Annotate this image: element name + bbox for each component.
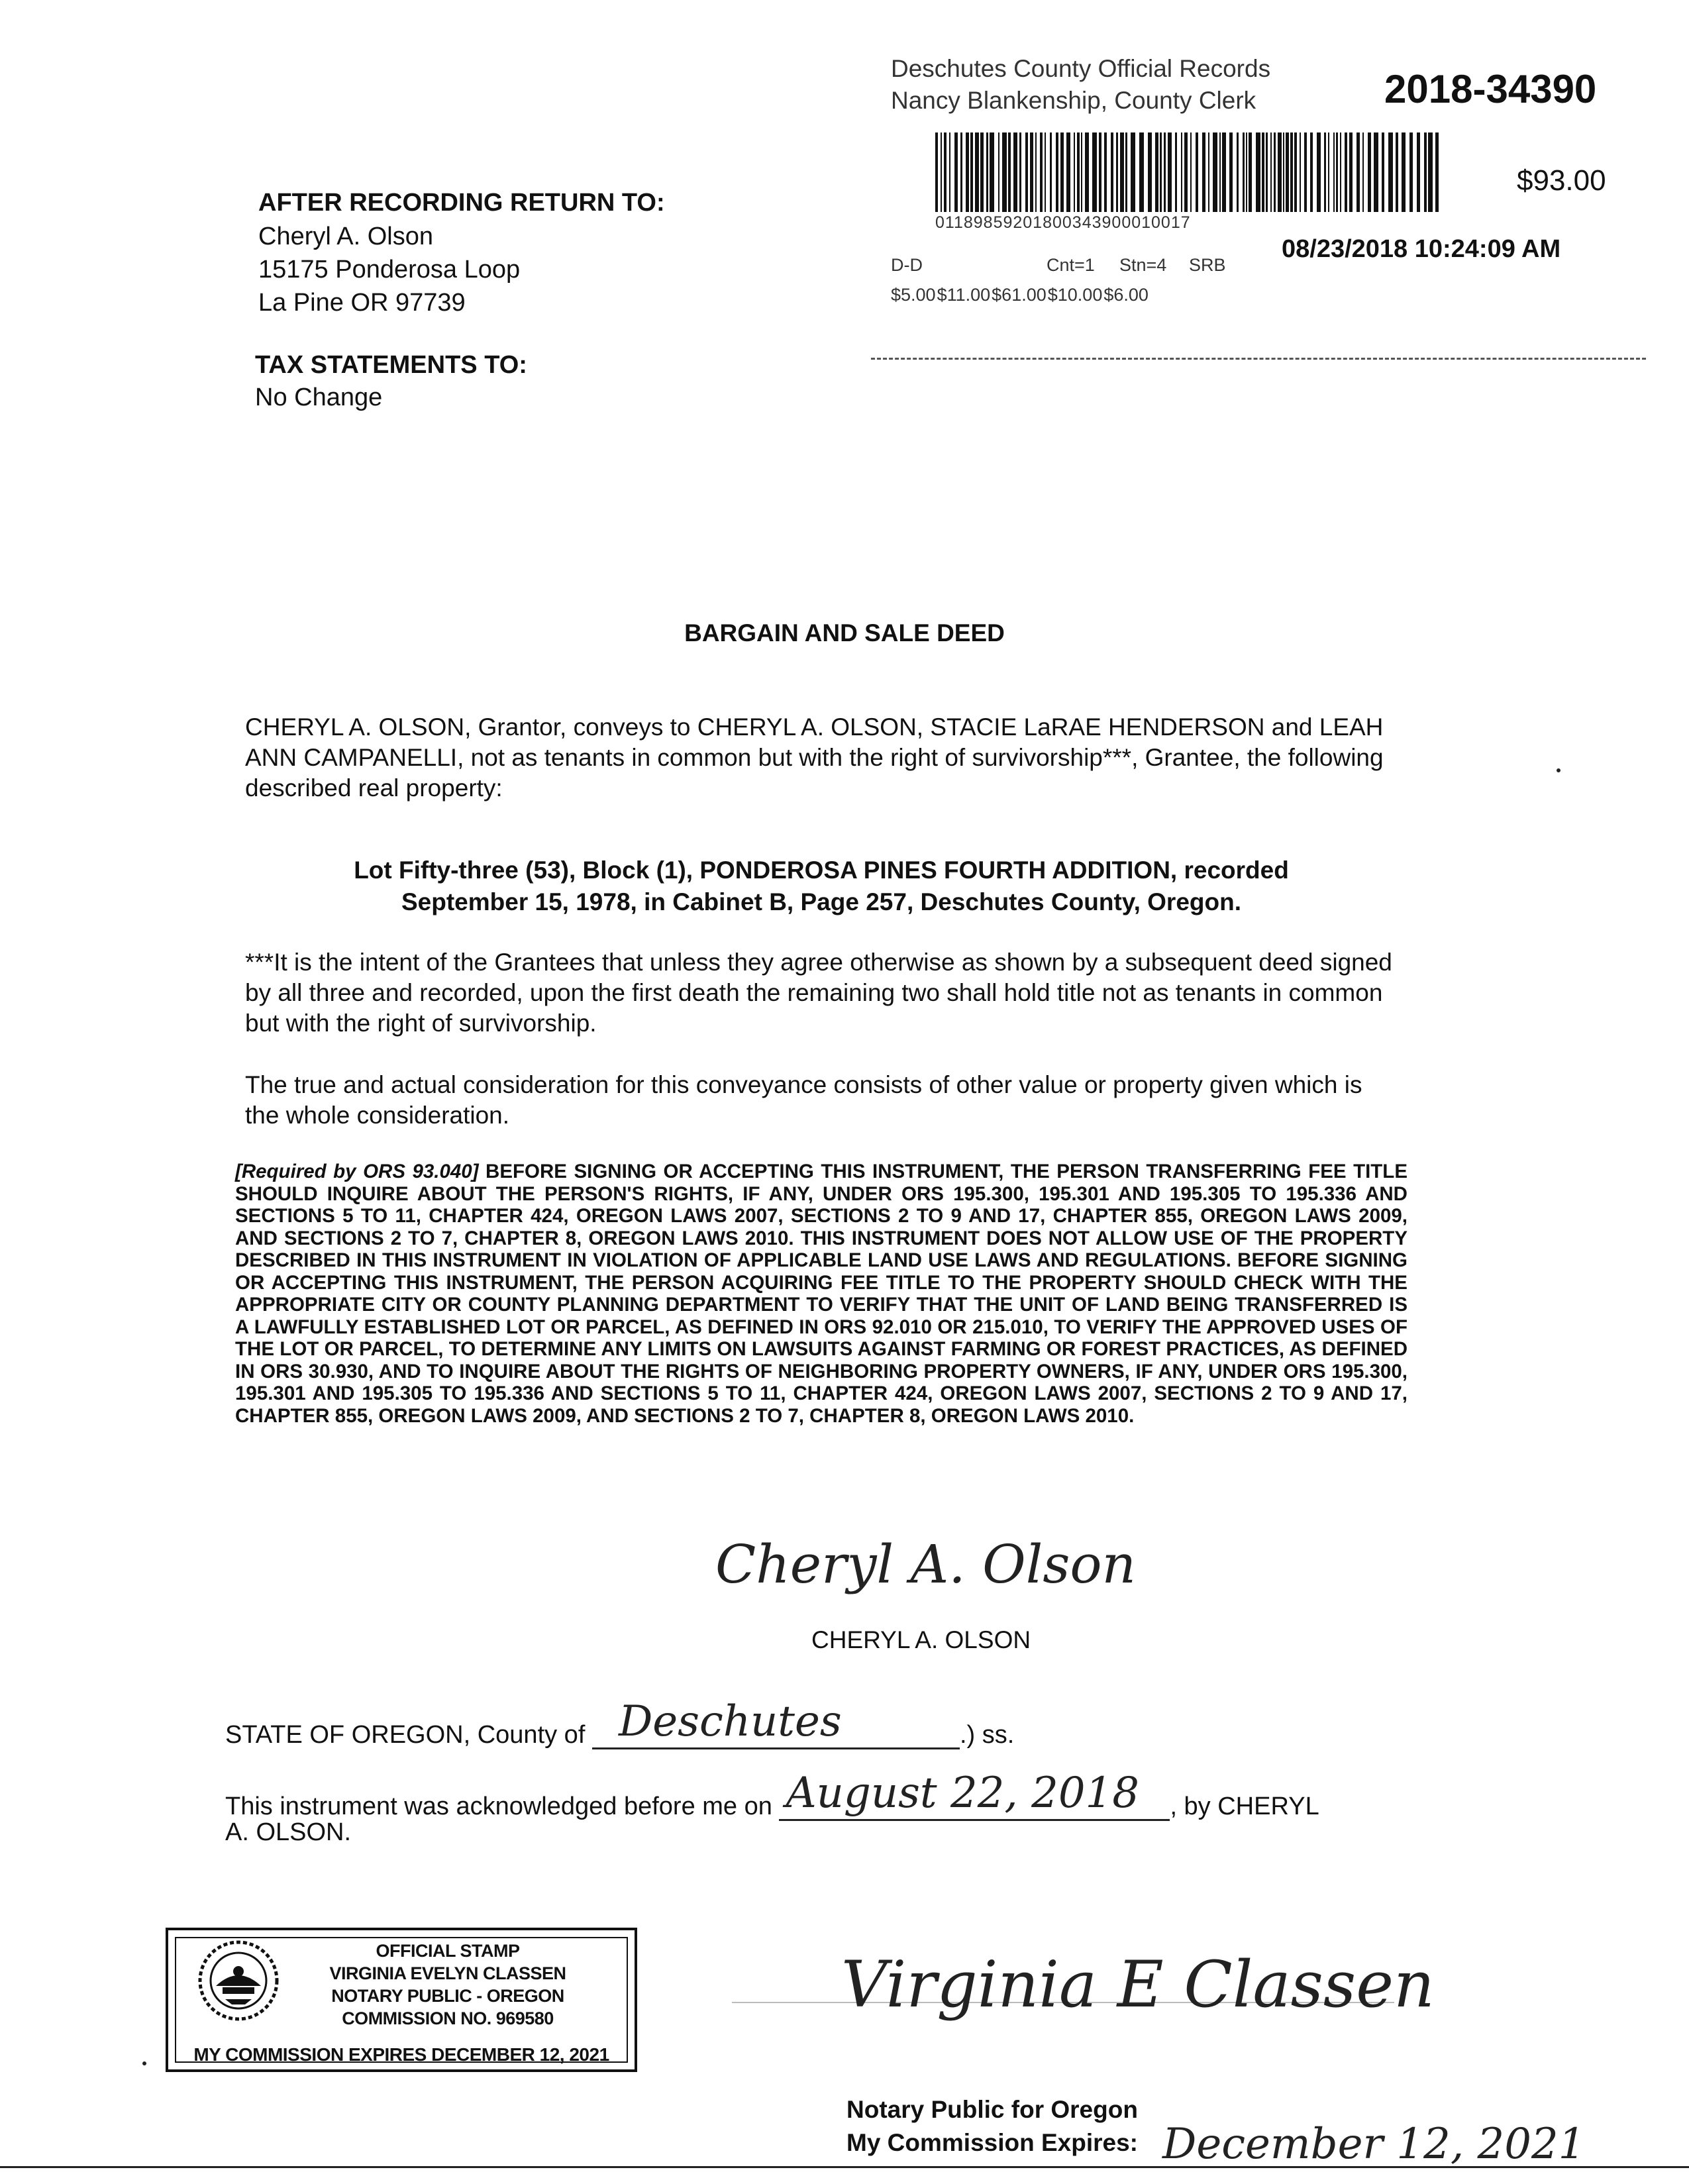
- barcode-bar: [935, 132, 938, 212]
- stamp-expiration: MY COMMISSION EXPIRES DECEMBER 12, 2021: [193, 2044, 609, 2065]
- barcode-bar: [1025, 132, 1028, 212]
- barcode-bar: [1345, 132, 1347, 212]
- stamp-notary-name: VIRGINIA EVELYN CLASSEN: [329, 1963, 566, 1983]
- barcode-bar: [1266, 132, 1268, 212]
- scan-speck: [1557, 768, 1561, 772]
- barcode-bar: [1310, 132, 1313, 212]
- barcode-bar: [1362, 132, 1364, 212]
- barcode-bar: [1262, 132, 1264, 212]
- barcode-bar: [1409, 132, 1413, 212]
- barcode-bar: [1388, 132, 1393, 212]
- barcode-bar: [1382, 132, 1384, 212]
- fee-item: $11.00: [937, 285, 991, 305]
- grantor-printed-name: CHERYL A. OLSON: [811, 1626, 1031, 1653]
- barcode-bar: [1336, 132, 1338, 212]
- barcode-bar: [1139, 132, 1144, 212]
- barcode-bar: [1304, 132, 1307, 212]
- barcode-bar: [986, 132, 988, 212]
- barcode-bar: [1213, 132, 1217, 212]
- barcode-bar: [1196, 132, 1198, 212]
- fee-item: $61.00: [992, 285, 1047, 305]
- legal-description: [245, 855, 1398, 918]
- ack-suffix: , by CHERYL: [1170, 1793, 1319, 1820]
- ors-statement-text: BEFORE SIGNING OR ACCEPTING THIS INSTRUMENT, THE PERSON TRANSFERRING FEE TITLE SHOULD INQUIRE ABOUT THE PERSON'S RIGHTS, IF ANY, UNDER ORS 195.300, 195.301 AND 195.305 TO 195.336 AND SECTIONS 5 TO 11, CHAPTER 424, OREGON LAWS 2007, SECTIONS 2 TO 9 AND 17, CHAPTER 855, OREGON LAWS 2009, AND SECTIONS 2 TO 7, CHAPTER 8, OREGON LAWS 2010. THIS INSTRUMENT DOES NOT ALLOW USE OF THE PROPERTY DESCRIBED IN THIS INSTRUMENT IN VIOLATION OF APPLICABLE LAND USE LAWS AND REGULATIONS. BEFORE SIGNING OR ACCEPTING THIS INSTRUMENT, THE PERSON ACQUIRING FEE TITLE TO THE PROPERTY SHOULD CHECK WITH THE APPROPRIATE CITY OR COUNTY PLANNING DEPARTMENT TO VERIFY THAT THE UNIT OF LAND BEING TRANSFERRED IS A LAWFULLY ESTABLISHED LOT OR PARCEL, AS DEFINED IN ORS 92.010 OR 215.010, TO VERIFY THE APPROVED USES OF THE LOT OR PARCEL, TO DETERMINE ANY LIMITS ON LAWSUITS AGAINST FARMING OR FOREST PRACTICES, AS DEFINED IN ORS 30.930, AND TO INQUIRE ABOUT THE RIGHTS OF NEIGHBORING PROPERTY OWNERS, IF ANY, UNDER ORS 195.300, 195.301 AND 195.305 TO 195.336 AND SECTIONS 5 TO 11, CHAPTER 424, OREGON LAWS 2007, SECTIONS 2 TO 9 AND 17, CHAPTER 855, OREGON LAWS 2009, AND SECTIONS 2 TO 7, CHAPTER 8, OREGON LAWS 2010.: [235, 1161, 1408, 1427]
- barcode-bar: [1328, 132, 1329, 212]
- notary-title: [846, 2093, 1138, 2159]
- survivorship-intent: ***It is the intent of the Grantees that unless they agree otherwise as shown by a subsequent deed signed by all three and recorded, upon the first death the remaining two shall hold title not as tenants in common but with the right of survivorship.: [245, 949, 1392, 1037]
- page-bottom-edge: [0, 2166, 1689, 2168]
- barcode-bar: [1085, 132, 1089, 212]
- fee-item: $5.00: [891, 285, 936, 305]
- county-clerk-name: Nancy Blankenship, County Clerk: [891, 87, 1256, 114]
- barcode-bar: [1278, 132, 1282, 212]
- barcode-bar: [1104, 132, 1107, 212]
- document-number: 2018-34390: [1384, 67, 1597, 111]
- barcode-bar: [1066, 132, 1070, 212]
- barcode-bar: [1131, 132, 1135, 212]
- barcode-bar: [1435, 132, 1439, 212]
- barcode-bar: [1219, 132, 1221, 212]
- recording-office: [891, 53, 1270, 117]
- barcode-bar: [954, 132, 958, 212]
- barcode-bar: [970, 132, 973, 212]
- ors-required-label: [Required by ORS 93.040]: [235, 1161, 479, 1182]
- recording-codes: [891, 255, 1226, 276]
- barcode-bar: [980, 132, 984, 212]
- barcode-number: 01189859201800343900010017: [935, 213, 1191, 232]
- barcode-bar: [1396, 132, 1398, 212]
- return-to-name: Cheryl A. Olson: [258, 223, 433, 250]
- barcode-bar: [1002, 132, 1007, 212]
- return-to-heading: AFTER RECORDING RETURN TO:: [258, 189, 665, 217]
- barcode-bar: [1074, 132, 1075, 212]
- notary-title-line2: My Commission Expires:: [846, 2129, 1139, 2156]
- barcode-bar: [1077, 132, 1080, 212]
- tax-statements-value: No Change: [255, 384, 383, 411]
- legal-description-line2: September 15, 1978, in Cabinet B, Page 257, Deschutes County, Oregon.: [401, 888, 1241, 915]
- barcode-bar: [1056, 132, 1058, 212]
- barcode-bar: [1246, 132, 1247, 212]
- barcode-bar: [1060, 132, 1064, 212]
- barcode-bar: [975, 132, 979, 212]
- barcode-bar: [1008, 132, 1011, 212]
- barcode-bar: [1099, 132, 1101, 212]
- legal-description-line1: Lot Fifty-three (53), Block (1), PONDEROSA PINES FOURTH ADDITION, recorded: [354, 857, 1289, 884]
- barcode-bar: [1283, 132, 1284, 212]
- barcode-bar: [1324, 132, 1326, 212]
- conveyance-paragraph: CHERYL A. OLSON, Grantor, conveys to CHERYL A. OLSON, STACIE LaRAE HENDERSON and LEAH ANN CAMPANELLI, not as tenants in common but with the right of survivorship***, Grantee, the following described real property:: [245, 713, 1384, 802]
- deed-title: BARGAIN AND SALE DEED: [684, 619, 1005, 647]
- barcode-bar: [941, 132, 942, 212]
- barcode-bar: [1045, 132, 1046, 212]
- fee-breakdown: [891, 285, 1150, 305]
- county-handwritten: Deschutes: [618, 1697, 842, 1746]
- notary-signature: Virginia E Classen: [841, 1948, 1435, 2022]
- notary-stamp: [166, 1928, 637, 2072]
- barcode-bar: [1237, 132, 1239, 212]
- fee-item: $6.00: [1103, 285, 1149, 305]
- barcode: [935, 132, 1444, 212]
- barcode-bar: [1374, 132, 1378, 212]
- notary-title-line1: Notary Public for Oregon: [846, 2096, 1138, 2123]
- barcode-bar: [1081, 132, 1082, 212]
- barcode-bar: [1202, 132, 1205, 212]
- tax-statements-heading: TAX STATEMENTS TO:: [255, 351, 527, 379]
- scan-speck: [142, 2061, 146, 2065]
- barcode-bar: [1356, 132, 1360, 212]
- barcode-bar: [1417, 132, 1420, 212]
- fee-item: $10.00: [1047, 285, 1103, 305]
- barcode-bar: [1035, 132, 1037, 212]
- recording-office-name: Deschutes County Official Records: [891, 55, 1271, 82]
- barcode-bar: [1120, 132, 1124, 212]
- barcode-bar: [1030, 132, 1033, 212]
- barcode-bar: [1168, 132, 1172, 212]
- barcode-bar: [1164, 132, 1166, 212]
- oregon-seal-icon: [196, 1938, 281, 2023]
- barcode-bar: [1019, 132, 1021, 212]
- ack-date-blank: [779, 1769, 1170, 1821]
- doc-type-code: D-D: [891, 255, 923, 275]
- county-blank: [592, 1697, 960, 1749]
- barcode-bar: [990, 132, 994, 212]
- barcode-bar: [1368, 132, 1371, 212]
- acknowledgment-line: [225, 1769, 1319, 1821]
- barcode-bar: [1402, 132, 1406, 212]
- total-fee: $93.00: [1517, 164, 1606, 197]
- header-divider: [871, 358, 1646, 360]
- barcode-bar: [1092, 132, 1097, 212]
- barcode-bar: [1286, 132, 1289, 212]
- barcode-bar: [1229, 132, 1233, 212]
- barcode-bar: [1274, 132, 1276, 212]
- stamp-text: [274, 1940, 621, 2030]
- barcode-bar: [1111, 132, 1113, 212]
- ack-prefix: This instrument was acknowledged before me on: [225, 1793, 772, 1820]
- station-code: Stn=4: [1119, 255, 1167, 275]
- grantor-signature: Cheryl A. Olson: [715, 1534, 1137, 1595]
- ors-statement: [235, 1161, 1408, 1427]
- barcode-bar: [960, 132, 962, 212]
- ack-name-cont: A. OLSON.: [225, 1818, 352, 1846]
- barcode-bar: [1050, 132, 1052, 212]
- stamp-commission-number: COMMISSION NO. 969580: [342, 2008, 554, 2028]
- barcode-bar: [1160, 132, 1162, 212]
- barcode-bar: [1256, 132, 1260, 212]
- barcode-bar: [1222, 132, 1226, 212]
- barcode-bar: [1300, 132, 1301, 212]
- barcode-bar: [1424, 132, 1427, 212]
- state-prefix: STATE OF OREGON, County of: [225, 1721, 586, 1749]
- barcode-bar: [966, 132, 969, 212]
- recording-datetime: 08/23/2018 10:24:09 AM: [1282, 235, 1561, 263]
- barcode-bar: [949, 132, 950, 212]
- barcode-bar: [1125, 132, 1127, 212]
- stamp-line1: OFFICIAL STAMP: [376, 1941, 520, 1961]
- barcode-bar: [1190, 132, 1192, 212]
- barcode-bar: [998, 132, 999, 212]
- return-to-street: 15175 Ponderosa Loop: [258, 256, 521, 284]
- barcode-bar: [1175, 132, 1177, 212]
- barcode-bar: [1317, 132, 1321, 212]
- stamp-line3: NOTARY PUBLIC - OREGON: [331, 1986, 564, 2006]
- count-code: Cnt=1: [1047, 255, 1095, 275]
- barcode-bar: [1013, 132, 1017, 212]
- barcode-bar: [1249, 132, 1252, 212]
- barcode-bar: [944, 132, 947, 212]
- state-suffix: .) ss.: [959, 1721, 1015, 1749]
- barcode-bar: [1270, 132, 1272, 212]
- barcode-bar: [1333, 132, 1335, 212]
- commission-expires-handwritten: December 12, 2021: [1162, 2120, 1586, 2169]
- barcode-bar: [1428, 132, 1433, 212]
- barcode-bar: [1294, 132, 1297, 212]
- ack-date-handwritten: August 22, 2018: [786, 1769, 1139, 1818]
- barcode-bar: [1181, 132, 1182, 212]
- return-to-city: La Pine OR 97739: [258, 289, 466, 317]
- barcode-bar: [1116, 132, 1118, 212]
- barcode-bar: [1349, 132, 1353, 212]
- return-to-address: [258, 220, 520, 319]
- barcode-bar: [1208, 132, 1209, 212]
- barcode-bar: [1243, 132, 1245, 212]
- barcode-bar: [1184, 132, 1188, 212]
- barcode-bar: [1340, 132, 1341, 212]
- barcode-bar: [1155, 132, 1158, 212]
- consideration-statement: The true and actual consideration for this conveyance consists of other value or property given which is the whole consideration.: [245, 1071, 1362, 1129]
- state-county-line: [225, 1697, 1015, 1749]
- clerk-initials: SRB: [1189, 255, 1226, 275]
- barcode-bar: [1040, 132, 1043, 212]
- barcode-bar: [1148, 132, 1152, 212]
- barcode-bar: [1290, 132, 1293, 212]
